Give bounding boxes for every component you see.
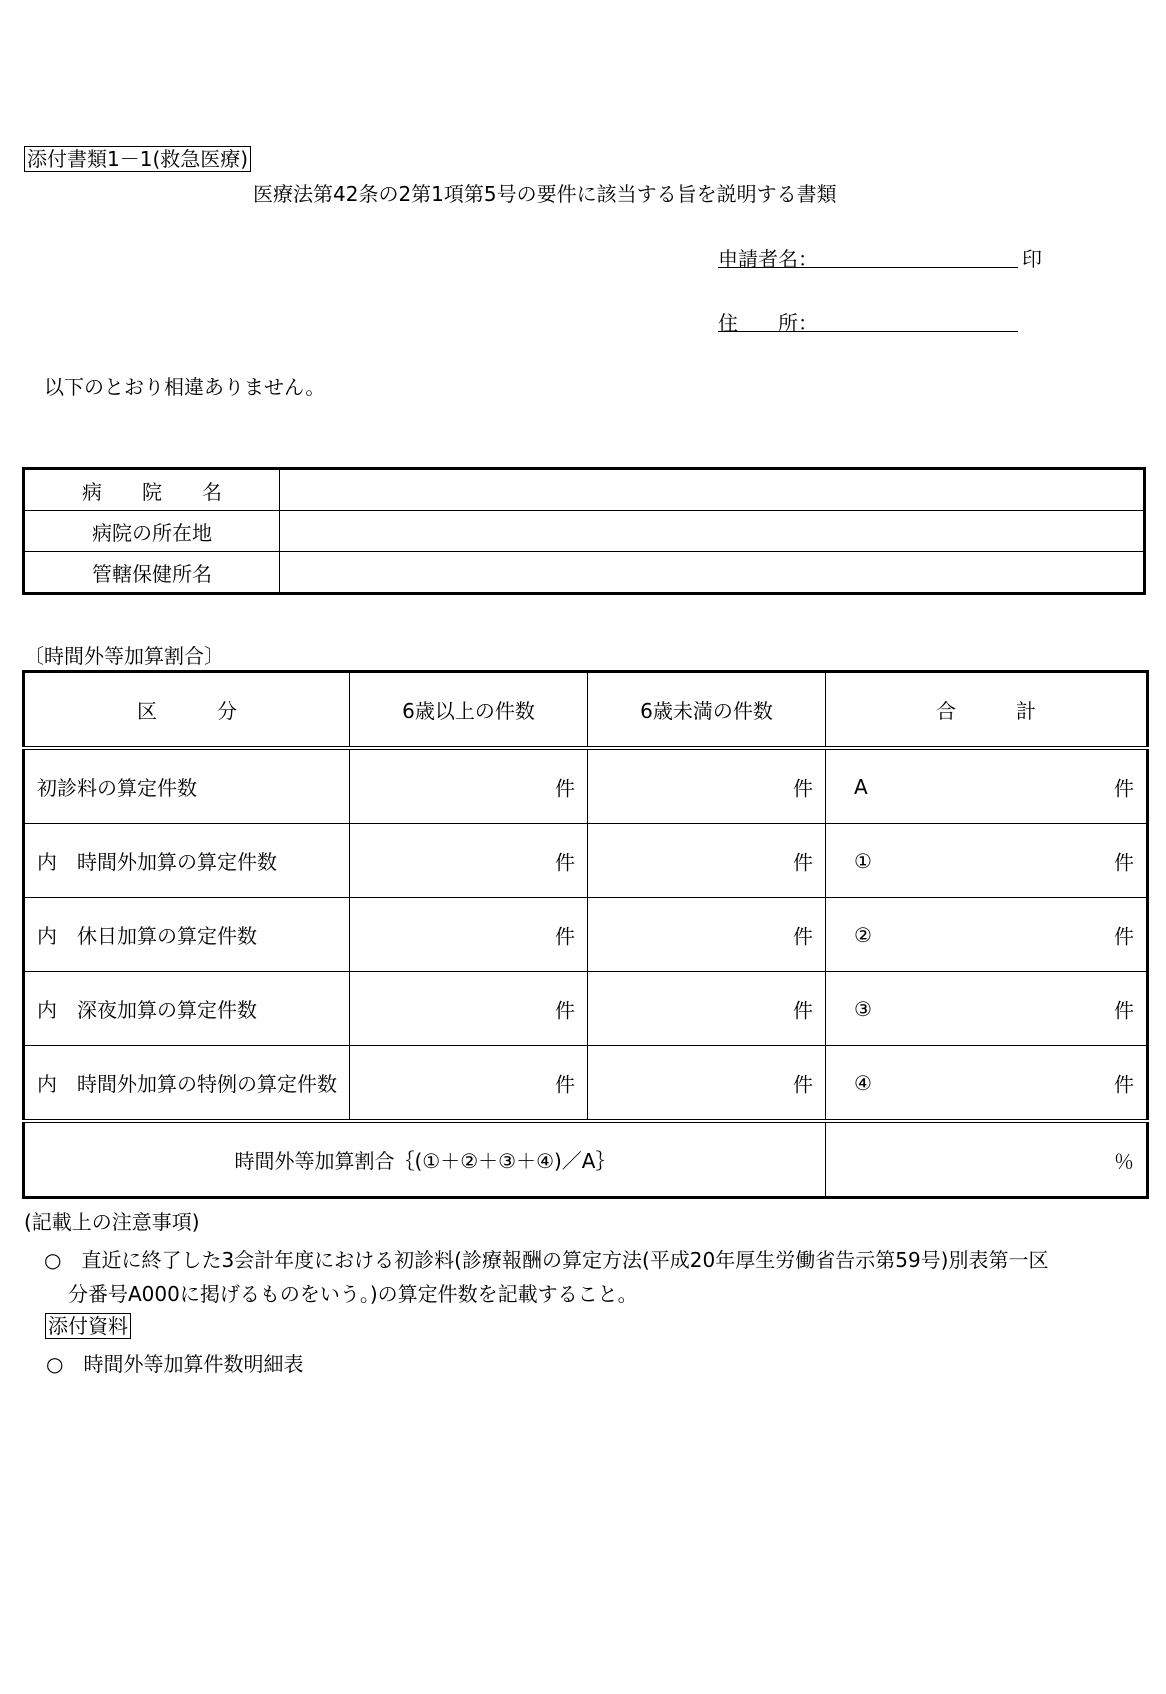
attachments-item: ○ 時間外等加算件数明細表 xyxy=(46,1352,304,1376)
notes-line-2: 分番号A000に掲げるものをいう。)の算定件数を記載すること。 xyxy=(68,1282,638,1306)
header-total: 合 計 xyxy=(826,672,1148,749)
header-age6-over: 6歳以上の件数 xyxy=(350,672,588,749)
document-title: 医療法第42条の2第1項第5号の要件に該当する旨を説明する書類 xyxy=(253,182,837,206)
total-cell[interactable] xyxy=(826,972,1148,1046)
info-row xyxy=(24,469,1145,511)
total-cell[interactable] xyxy=(826,898,1148,972)
unit-label: 件 xyxy=(1114,924,1134,948)
info-label-hospital-location: 病院の所在地 xyxy=(24,511,280,552)
ratio-formula: 時間外等加算割合｛(①＋②＋③＋④)／A｝ xyxy=(24,1121,826,1198)
info-label-hospital-name: 病 院 名 xyxy=(24,469,280,511)
notes-line-1: ○ 直近に終了した3会計年度における初診料(診療報酬の算定方法(平成20年厚生労働省告示第59号)別表第一区 xyxy=(44,1248,1049,1272)
unit-label: 件 xyxy=(555,776,575,800)
unit-label: 件 xyxy=(793,1072,813,1096)
table-row xyxy=(24,824,1148,898)
info-value-hospital-location[interactable] xyxy=(280,511,1145,552)
header-age6-under: 6歳未満の件数 xyxy=(588,672,826,749)
unit-label: 件 xyxy=(1114,776,1134,800)
info-value-health-center[interactable] xyxy=(280,552,1145,594)
unit-label: 件 xyxy=(793,850,813,874)
total-mark: A xyxy=(854,774,868,799)
notes-title: (記載上の注意事項) xyxy=(24,1210,200,1234)
overtime-ratio-table xyxy=(22,670,1149,1199)
row-label: 内 深夜加算の算定件数 xyxy=(24,972,350,1046)
total-cell[interactable] xyxy=(826,1046,1148,1122)
row-label: 初診料の算定件数 xyxy=(24,748,350,824)
count-age6-under-cell[interactable] xyxy=(588,1046,826,1122)
applicant-address-field[interactable] xyxy=(718,307,1018,333)
row-label: 内 休日加算の算定件数 xyxy=(24,898,350,972)
ratio-value-cell[interactable] xyxy=(826,1121,1148,1198)
declaration-text: 以下のとおり相違ありません。 xyxy=(44,375,326,399)
info-row xyxy=(24,511,1145,552)
unit-label: 件 xyxy=(1114,998,1134,1022)
unit-label: 件 xyxy=(1114,1072,1134,1096)
row-label: 内 時間外加算の特例の算定件数 xyxy=(24,1046,350,1122)
count-age6-under-cell[interactable] xyxy=(588,972,826,1046)
total-mark: ④ xyxy=(854,1070,872,1095)
count-age6-under-cell[interactable] xyxy=(588,748,826,824)
table-header-row xyxy=(24,672,1148,749)
info-row xyxy=(24,552,1145,594)
info-label-health-center: 管轄保健所名 xyxy=(24,552,280,594)
unit-label: 件 xyxy=(555,998,575,1022)
count-age6-under-cell[interactable] xyxy=(588,824,826,898)
applicant-address-label: 住 所： xyxy=(718,311,818,335)
hospital-info-table xyxy=(22,467,1146,595)
unit-label: 件 xyxy=(793,776,813,800)
unit-label: 件 xyxy=(1114,850,1134,874)
attachments-title: 添付資料 xyxy=(45,1313,131,1339)
unit-label: 件 xyxy=(555,1072,575,1096)
applicant-name-label: 申請者名： xyxy=(718,247,818,271)
count-age6-under-cell[interactable] xyxy=(588,898,826,972)
count-age6-over-cell[interactable] xyxy=(350,748,588,824)
unit-label: 件 xyxy=(793,998,813,1022)
unit-label: 件 xyxy=(555,850,575,874)
table-row xyxy=(24,972,1148,1046)
total-mark: ③ xyxy=(854,996,872,1021)
applicant-name-field[interactable] xyxy=(718,243,1018,269)
unit-label: 件 xyxy=(555,924,575,948)
count-age6-over-cell[interactable] xyxy=(350,824,588,898)
table-row xyxy=(24,748,1148,824)
seal-mark: 印 xyxy=(1022,247,1042,271)
percent-label: ％ xyxy=(1114,1149,1134,1173)
total-cell[interactable] xyxy=(826,824,1148,898)
total-ratio-row xyxy=(24,1121,1148,1198)
table-row xyxy=(24,898,1148,972)
count-age6-over-cell[interactable] xyxy=(350,898,588,972)
header-category: 区 分 xyxy=(24,672,350,749)
count-age6-over-cell[interactable] xyxy=(350,1046,588,1122)
total-cell[interactable] xyxy=(826,748,1148,824)
attachment-label: 添付書類1－1(救急医療) xyxy=(24,146,251,172)
count-age6-over-cell[interactable] xyxy=(350,972,588,1046)
total-mark: ① xyxy=(854,848,872,873)
info-value-hospital-name[interactable] xyxy=(280,469,1145,511)
total-mark: ② xyxy=(854,922,872,947)
unit-label: 件 xyxy=(793,924,813,948)
ratio-section-title: 〔時間外等加算割合〕 xyxy=(24,644,224,668)
row-label: 内 時間外加算の算定件数 xyxy=(24,824,350,898)
table-row xyxy=(24,1046,1148,1122)
